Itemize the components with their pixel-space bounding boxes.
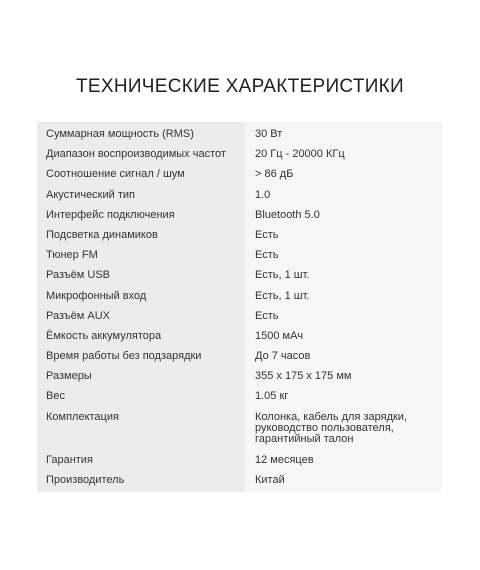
spec-value: 1.05 кг xyxy=(255,390,289,403)
spec-value: Есть xyxy=(255,309,279,322)
page-title: ТЕХНИЧЕСКИЕ ХАРАКТЕРИСТИКИ xyxy=(75,76,405,97)
spec-value: Колонка, кабель для зарядки, руководство пользователя, гарантийный талон xyxy=(255,410,408,445)
spec-row xyxy=(37,186,442,206)
spec-label: Вес xyxy=(46,390,65,403)
spec-value: 12 месяцев xyxy=(255,453,314,466)
spec-value: Bluetooth 5.0 xyxy=(255,208,320,221)
spec-value: 1.0 xyxy=(255,188,271,201)
spec-row xyxy=(37,246,442,266)
spec-row xyxy=(37,165,442,185)
spec-row xyxy=(37,226,442,246)
spec-value: Есть xyxy=(255,228,279,241)
spec-label: Суммарная мощность (RMS) xyxy=(46,128,194,140)
spec-row xyxy=(37,287,442,307)
spec-value: До 7 часов xyxy=(255,350,311,363)
spec-row xyxy=(37,451,442,471)
spec-row xyxy=(37,471,442,491)
spec-label: Разъём AUX xyxy=(46,309,110,322)
spec-value: > 86 дБ xyxy=(255,168,294,181)
spec-value: Есть, 1 шт. xyxy=(255,269,310,282)
spec-label: Интерфейс подключения xyxy=(46,208,175,221)
spec-label: Ёмкость аккумулятора xyxy=(46,329,162,342)
spec-row xyxy=(37,327,442,347)
spec-row xyxy=(37,125,442,145)
spec-row xyxy=(37,145,442,165)
spec-label: Подсветка динамиков xyxy=(46,228,158,241)
spec-label: Гарантия xyxy=(46,453,93,466)
spec-row xyxy=(37,307,442,327)
spec-row xyxy=(37,367,442,387)
spec-label: Акустический тип xyxy=(46,188,135,201)
spec-row xyxy=(37,206,442,226)
spec-row xyxy=(37,347,442,367)
spec-value: 1500 мАч xyxy=(255,329,304,342)
spec-value: 30 Вт xyxy=(255,128,283,140)
spec-label: Время работы без подзарядки xyxy=(46,350,202,363)
spec-table xyxy=(37,122,442,492)
spec-rows xyxy=(37,125,442,491)
spec-value: 355 x 175 x 175 мм xyxy=(255,370,352,383)
spec-value: Есть xyxy=(255,249,279,262)
spec-label: Микрофонный вход xyxy=(46,289,147,302)
spec-label: Тюнер FM xyxy=(46,249,98,262)
spec-row xyxy=(37,266,442,286)
spec-label: Диапазон воспроизводимых частот xyxy=(46,148,226,161)
spec-label: Производитель xyxy=(46,473,125,486)
spec-label: Разъём USB xyxy=(46,269,110,282)
spec-label: Размеры xyxy=(46,370,92,383)
spec-row xyxy=(37,387,442,407)
spec-value: Есть, 1 шт. xyxy=(255,289,310,302)
spec-row xyxy=(37,408,442,451)
spec-label: Соотношение сигнал / шум xyxy=(46,168,185,181)
spec-value: Китай xyxy=(255,473,285,486)
spec-value: 20 Гц - 20000 КГц xyxy=(255,148,345,161)
spec-label: Комплектация xyxy=(46,410,119,423)
